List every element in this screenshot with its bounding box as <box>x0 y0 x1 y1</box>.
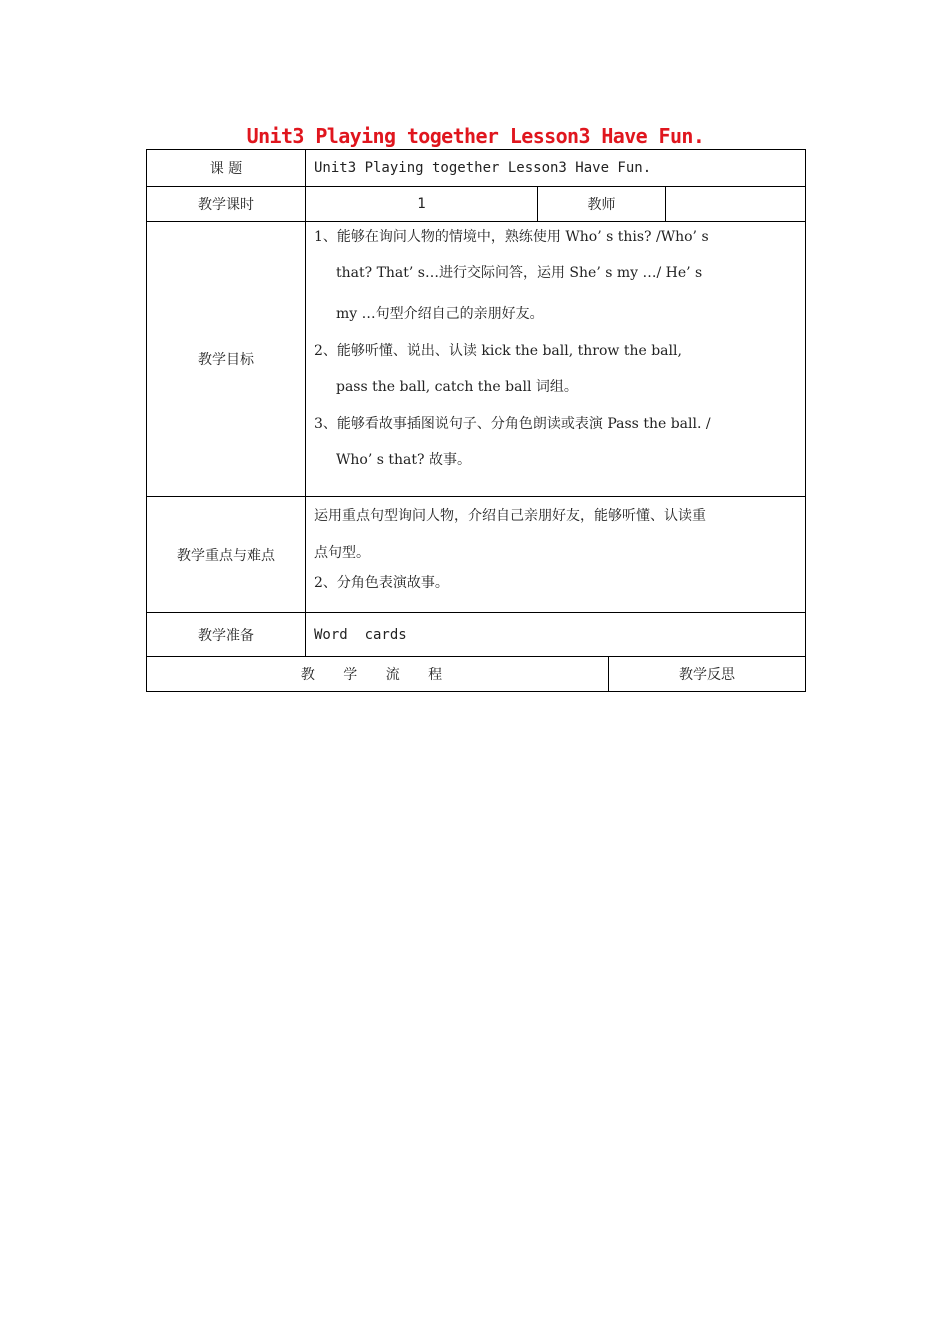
teacher-value <box>666 187 806 222</box>
objectives-content <box>306 222 806 497</box>
row-topic <box>147 150 806 187</box>
topic-label: 课 题 <box>147 150 306 187</box>
document-title: Unit3 Playing together Lesson3 Have Fun. <box>246 124 705 148</box>
key-point-line: 2、分角色表演故事。 <box>314 575 449 591</box>
reflection-label: 教学反思 <box>609 657 806 692</box>
row-periods <box>147 187 806 222</box>
periods-label: 教学课时 <box>147 187 306 222</box>
objective-line: 2、能够听懂、说出、认读 kick the ball, throw the ball, <box>314 343 682 359</box>
objective-line: Who’ s that? 故事。 <box>336 452 471 468</box>
row-preparation <box>147 613 806 657</box>
topic-value: Unit3 Playing together Lesson3 Have Fun. <box>306 150 806 187</box>
preparation-value: Word cards <box>306 613 806 657</box>
lesson-plan-table <box>146 149 806 692</box>
key-points-content <box>306 497 806 613</box>
key-point-line: 运用重点句型询问人物，介绍自己亲朋好友，能够听懂、认读重 <box>314 508 706 524</box>
objective-line: my …句型介绍自己的亲朋好友。 <box>336 306 544 322</box>
teacher-label: 教师 <box>538 187 666 222</box>
objectives-label: 教学目标 <box>147 222 306 497</box>
objective-line: 3、能够看故事插图说句子、分角色朗读或表演 Pass the ball. / <box>314 416 711 432</box>
preparation-label: 教学准备 <box>147 613 306 657</box>
row-process <box>147 657 806 692</box>
row-key-points <box>147 497 806 613</box>
key-point-line: 点句型。 <box>314 545 370 561</box>
objective-line: 1、能够在询问人物的情境中，熟练使用 Who’ s this? /Who’ s <box>314 229 709 245</box>
objective-line: that? That’ s…进行交际问答，运用 She’ s my …/ He’ s <box>336 265 703 281</box>
key-points-label: 教学重点与难点 <box>147 497 306 613</box>
row-objectives <box>147 222 806 497</box>
periods-value: 1 <box>306 187 538 222</box>
objective-line: pass the ball, catch the ball 词组。 <box>336 379 578 395</box>
process-label: 教 学 流 程 <box>147 657 609 692</box>
